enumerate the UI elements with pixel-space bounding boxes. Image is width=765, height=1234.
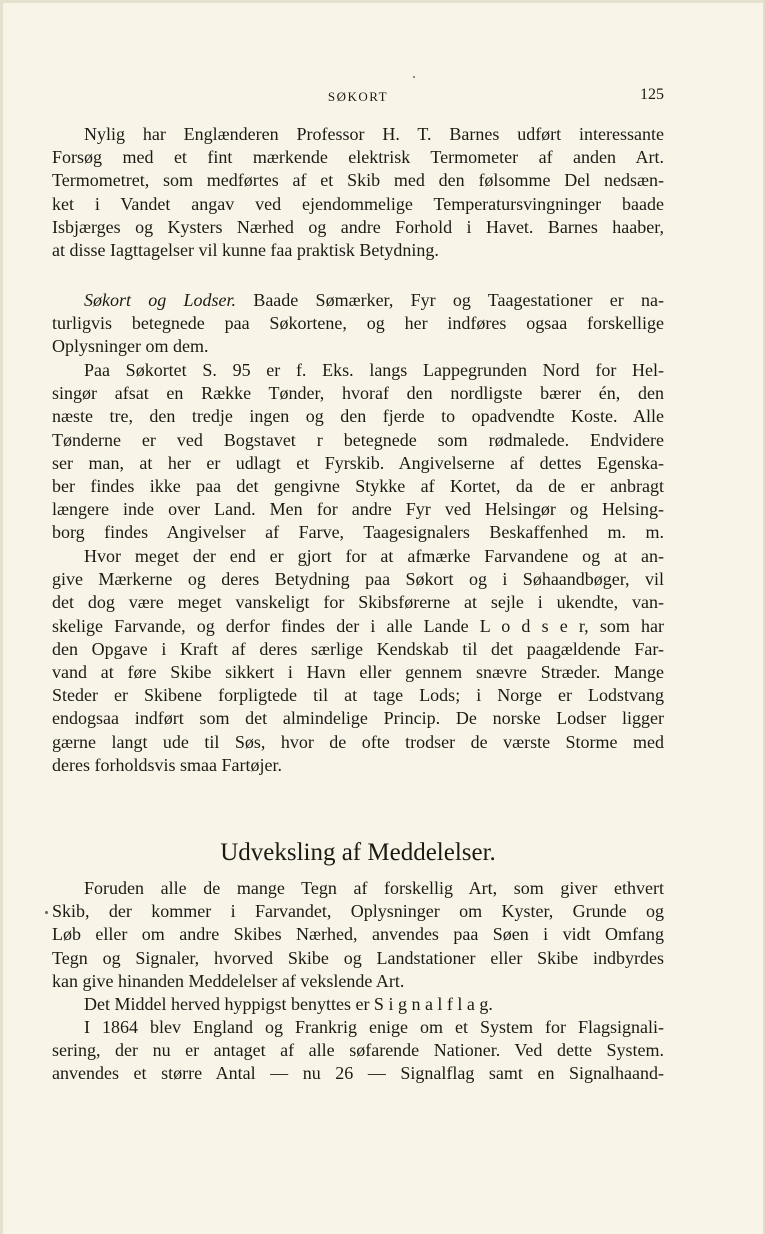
- text-line: vand at føre Skibe sikkert i Havn eller gennem snævre Stræder. Mange: [52, 661, 664, 682]
- paragraph-barnes-thermometer: [52, 123, 664, 262]
- text-line: Isbjærges og Kysters Nærhed og andre Forhold i Havet. Barnes haaber,: [52, 216, 664, 237]
- text-line: Tegn og Signaler, hvorved Skibe og Landstationer eller Skibe indbyrdes: [52, 947, 664, 968]
- text-line: borg findes Angivelser af Farve, Taagesignalers Beskaffenhed m. m.: [52, 522, 664, 543]
- text-line: ket i Vandet angav ved ejendommelige Temperatursvingninger baade: [52, 193, 664, 214]
- text-line: Løb eller om andre Skibes Nærhed, anvendes paa Søen i vidt Omfang: [52, 924, 664, 945]
- text-line: [52, 289, 664, 312]
- text-line: længere inde over Land. Men for andre Fyr ved Helsingør og Helsing-: [52, 499, 664, 520]
- text-line: Steder er Skibene forpligtede til at tage Lods; i Norge er Lodstvang: [52, 685, 664, 706]
- running-header: [52, 86, 664, 106]
- paragraph-tegn-og-signaler: [52, 877, 664, 993]
- running-title: SØKORT: [327, 89, 389, 104]
- text-line: kan give hinanden Meddelelser af vekslende Art.: [52, 970, 405, 991]
- italic-lead-in: Søkort og Lodser.: [84, 290, 237, 310]
- text-line: skelige Farvande, og derfor findes der i alle Lande L o d s e r, som har: [52, 615, 664, 636]
- text-line: I 1864 blev England og Frankrig enige om et System for Flagsignali-: [84, 1017, 664, 1037]
- text-line: Tønderne er ved Bogstavet r betegnede som rødmalede. Endvidere: [52, 429, 664, 450]
- text-line: deres forholdsvis smaa Fartøjer.: [52, 754, 282, 775]
- text-line: ber findes ikke paa det gengivne Stykke af Kortet, da de er anbragt: [52, 475, 664, 496]
- paragraph-lappegrunden: [52, 359, 664, 545]
- ink-speck: [413, 76, 415, 78]
- text-line: Foruden alle de mange Tegn af forskellig Art, som giver ethvert: [84, 878, 664, 898]
- text-line: gærne langt ude til Søs, hvor de ofte trodser de værste Storme med: [52, 731, 664, 752]
- text-line: sering, der nu er antaget af alle søfarende Nationer. Ved dette System.: [52, 1040, 664, 1061]
- text-line-rest: Baade Sømærker, Fyr og Taagestationer er na-: [236, 290, 664, 310]
- paragraph-sokort-og-lodser: [52, 289, 664, 359]
- text-line: give Mærkerne og deres Betydning paa Søkort og i Søhaandbøger, vil: [52, 569, 664, 590]
- text-line: Det Middel herved hyppigst benyttes er S i g n a l f l a g.: [84, 994, 493, 1014]
- text-line: singør afsat en Række Tønder, hvoraf den nordligste bærer én, den: [52, 383, 664, 404]
- text-line: Nylig har Englænderen Professor H. T. Barnes udført interessante: [84, 124, 664, 144]
- paragraph-signalflag: [52, 993, 664, 1016]
- text-line: næste tre, den tredje ingen og den fjerde to opadvendte Koste. Alle: [52, 406, 664, 427]
- text-line: turligvis betegnede paa Søkortene, og her indføres ogsaa forskellige: [52, 313, 664, 334]
- paragraph-1864-system: [52, 1016, 664, 1086]
- text-line: Skib, der kommer i Farvandet, Oplysninger om Kyster, Grunde og: [52, 901, 664, 922]
- text-line: Termometret, som medførtes af et Skib med den følsomme Del nedsæn-: [52, 170, 664, 191]
- text-line: Oplysninger om dem.: [52, 336, 209, 357]
- text-line: endogsaa indført som det almindelige Princip. De norske Lodser ligger: [52, 708, 664, 729]
- text-line: at disse Iagttagelser vil kunne faa praktisk Betydning.: [52, 239, 439, 260]
- text-line: den Opgave i Kraft af deres særlige Kendskab til det paagældende Far-: [52, 638, 664, 659]
- text-line: Hvor meget der end er gjort for at afmærke Farvandene og at an-: [84, 546, 664, 566]
- margin-speck: [45, 911, 48, 914]
- text-line: anvendes et større Antal — nu 26 — Signalflag samt en Signalhaand-: [52, 1063, 664, 1084]
- text-line: det dog være meget vanskeligt for Skibsførerne at sejle i ukendte, van-: [52, 592, 664, 613]
- paragraph-lodser: [52, 545, 664, 777]
- page-number: 125: [640, 86, 664, 103]
- section-heading: Udveksling af Meddelelser.: [220, 839, 496, 866]
- text-line: Paa Søkortet S. 95 er f. Eks. langs Lappegrunden Nord for Hel-: [84, 360, 664, 380]
- text-line: ser man, at her er udlagt et Fyrskib. Angivelserne af dettes Egenska-: [52, 452, 664, 473]
- text-line: Forsøg med et fint mærkende elektrisk Termometer af anden Art.: [52, 147, 664, 168]
